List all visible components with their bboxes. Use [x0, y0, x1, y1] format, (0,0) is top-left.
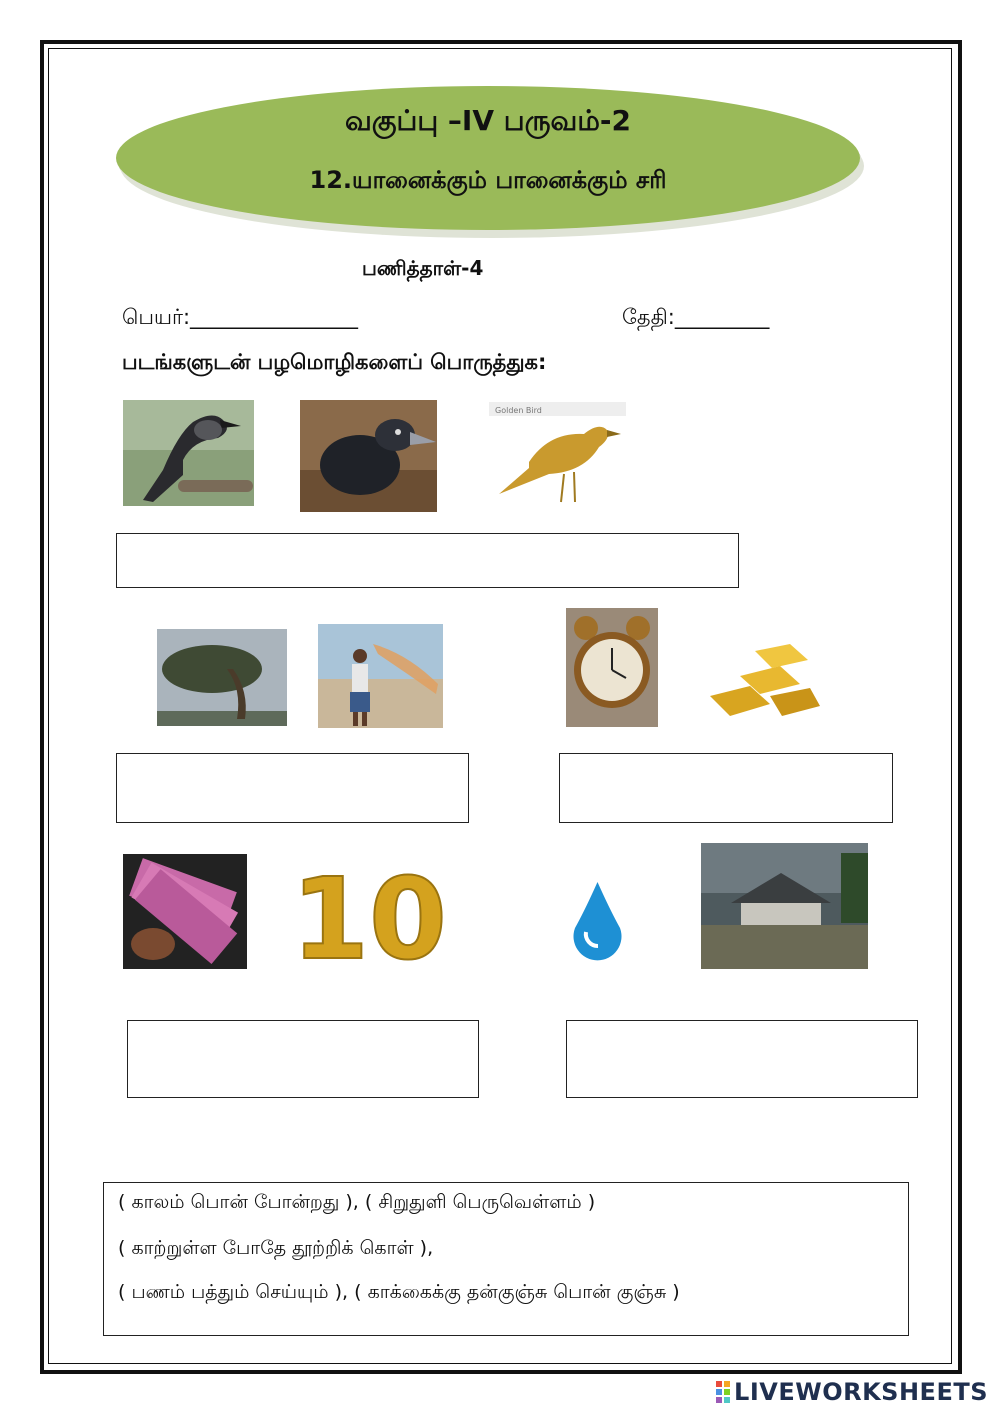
answer-box-5[interactable] — [566, 1020, 918, 1098]
answer-box-4[interactable] — [127, 1020, 479, 1098]
worksheet-number: பணித்தாள்-4 — [362, 256, 484, 280]
winnowing-image — [318, 624, 443, 728]
proverb-line-1: ( காலம் பொன் போன்றது ), ( சிறுதுளி பெருவெள்ளம் ) — [118, 1191, 596, 1213]
date-field: தேதி:_________ — [622, 305, 770, 329]
golden-bird-caption: Golden Bird — [495, 406, 542, 415]
gold-bars-image — [700, 626, 823, 728]
name-field: பெயர்:________________ — [122, 305, 359, 329]
answer-box-2[interactable] — [116, 753, 469, 823]
proverb-line-3: ( பணம் பத்தும் செய்யும் ), ( காக்கைக்கு தன்குஞ்சு பொன் குஞ்சு ) — [118, 1281, 680, 1303]
lesson-title: 12.யானைக்கும் பானைக்கும் சரி — [309, 166, 667, 194]
answer-box-3[interactable] — [559, 753, 893, 823]
logo-icon — [716, 1381, 730, 1403]
ten-number-text: 10 — [291, 855, 447, 985]
golden-bird-image — [489, 402, 626, 508]
water-drop-image — [570, 880, 625, 958]
money-image — [123, 854, 247, 969]
proverb-bank — [103, 1182, 909, 1336]
instruction-text: படங்களுடன் பழமொழிகளைப் பொருத்துக: — [122, 350, 547, 374]
class-term-title: வகுப்பு –IV பருவம்-2 — [345, 104, 631, 137]
crow-image — [123, 400, 254, 506]
baby-crow-image — [300, 400, 437, 512]
brand-text: LIVEWORKSHEETS — [734, 1378, 988, 1406]
ten-number-image — [291, 855, 447, 985]
answer-box-1[interactable] — [116, 533, 739, 588]
windy-tree-image — [157, 629, 287, 726]
alarm-clock-image — [566, 608, 658, 727]
flood-house-image — [701, 843, 868, 969]
proverb-line-2: ( காற்றுள்ள போதே தூற்றிக் கொள் ), — [118, 1237, 434, 1259]
liveworksheets-logo — [716, 1378, 988, 1406]
